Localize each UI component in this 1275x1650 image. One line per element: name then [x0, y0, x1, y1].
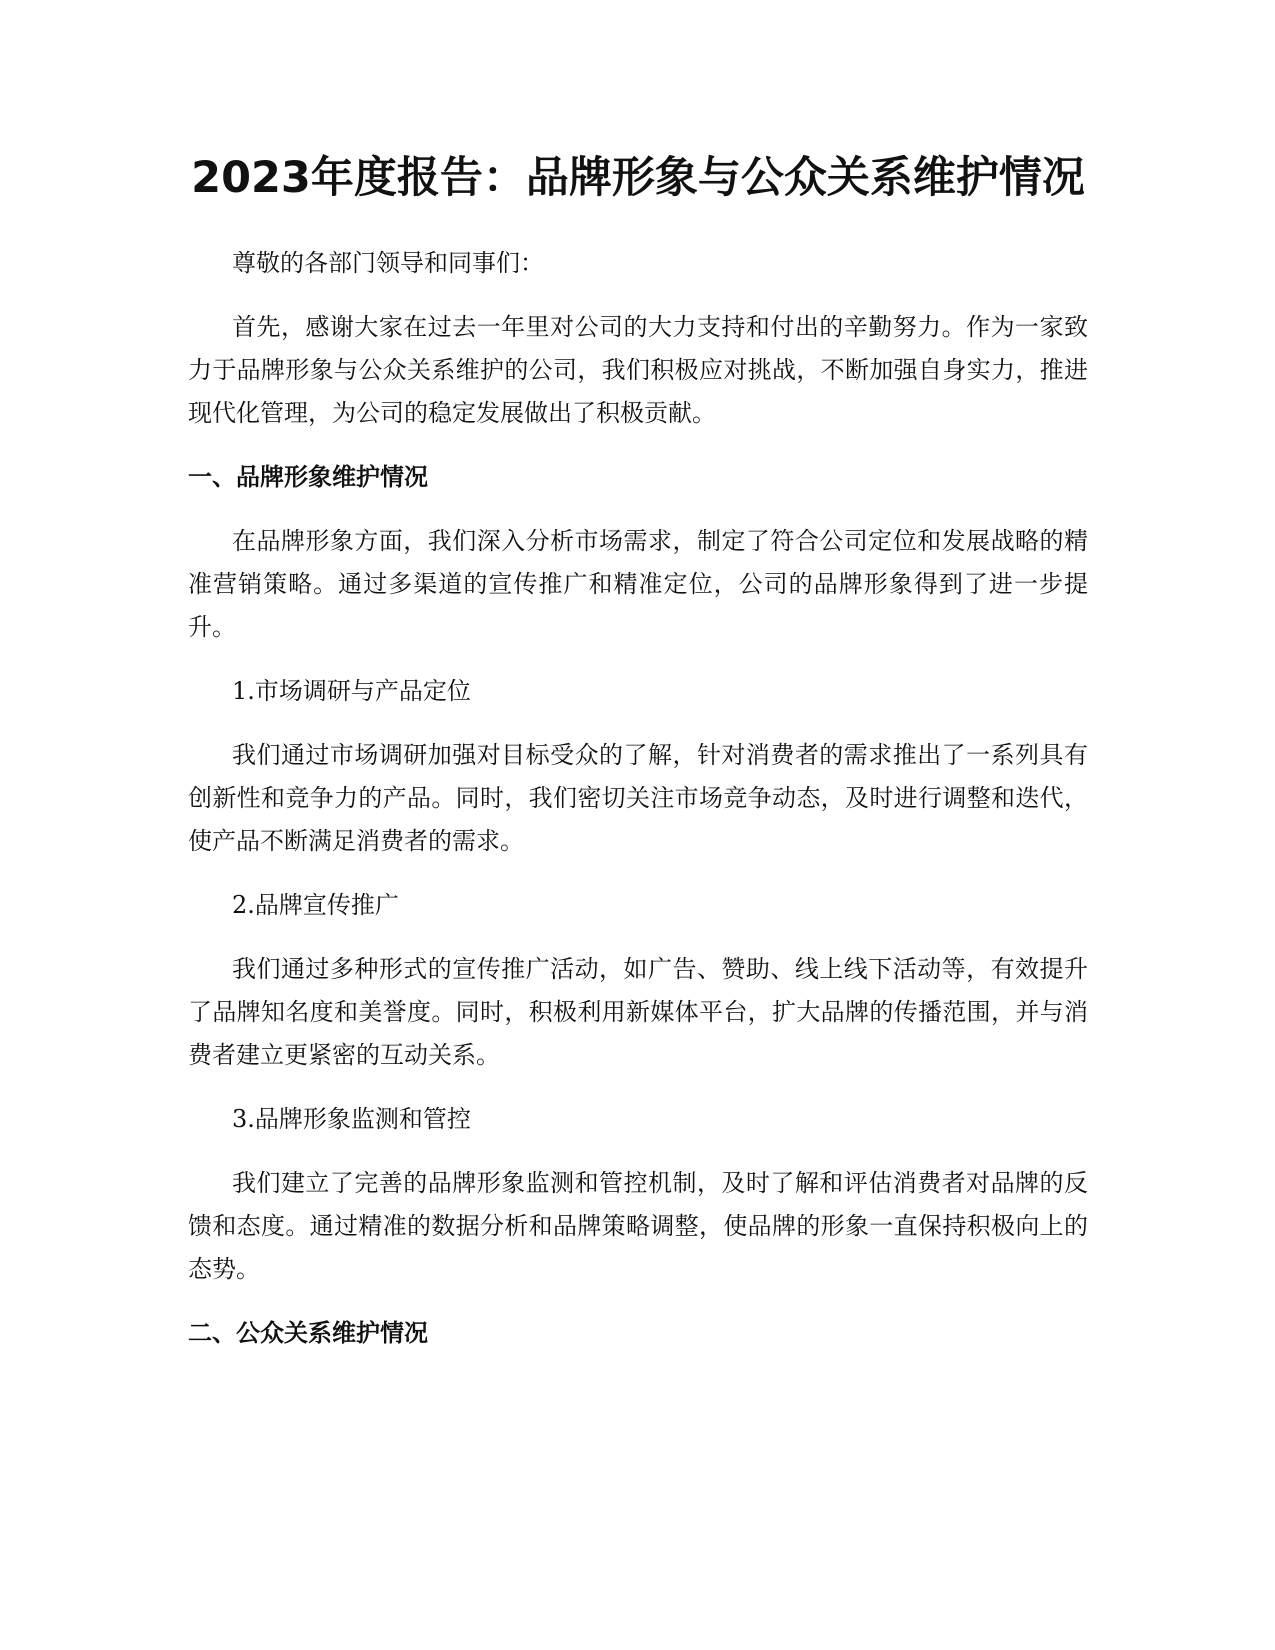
- document-page: [188, 140, 1088, 1376]
- subheading-brand-monitoring: 3.品牌形象监测和管控: [232, 1105, 471, 1133]
- intro-paragraph: 首先，感谢大家在过去一年里对公司的大力支持和付出的辛勤努力。作为一家致力于品牌形象与公众关系维护的公司，我们积极应对挑战，不断加强自身实力，推进现代化管理，为公司的稳定发展做出了积极贡献。: [188, 313, 1088, 427]
- section-heading-public-relations: 二、公众关系维护情况: [188, 1319, 428, 1347]
- section-heading-brand-image: 一、品牌形象维护情况: [188, 463, 428, 491]
- subheading-brand-promotion: 2.品牌宣传推广: [232, 891, 399, 919]
- subheading-market-research: 1.市场调研与产品定位: [232, 677, 471, 705]
- section-brand-image-intro: 在品牌形象方面，我们深入分析市场需求，制定了符合公司定位和发展战略的精准营销策略。通过多渠道的宣传推广和精准定位，公司的品牌形象得到了进一步提升。: [188, 527, 1088, 641]
- paragraph-market-research: 我们通过市场调研加强对目标受众的了解，针对消费者的需求推出了一系列具有创新性和竞争力的产品。同时，我们密切关注市场竞争动态，及时进行调整和迭代，使产品不断满足消费者的需求。: [188, 741, 1088, 855]
- paragraph-brand-promotion: 我们通过多种形式的宣传推广活动，如广告、赞助、线上线下活动等，有效提升了品牌知名度和美誉度。同时，积极利用新媒体平台，扩大品牌的传播范围，并与消费者建立更紧密的互动关系。: [188, 955, 1088, 1069]
- greeting: 尊敬的各部门领导和同事们：: [232, 249, 544, 277]
- paragraph-brand-monitoring: 我们建立了完善的品牌形象监测和管控机制，及时了解和评估消费者对品牌的反馈和态度。通过精准的数据分析和品牌策略调整，使品牌的形象一直保持积极向上的态势。: [188, 1169, 1088, 1283]
- document-title: 2023年度报告：品牌形象与公众关系维护情况: [191, 153, 1085, 203]
